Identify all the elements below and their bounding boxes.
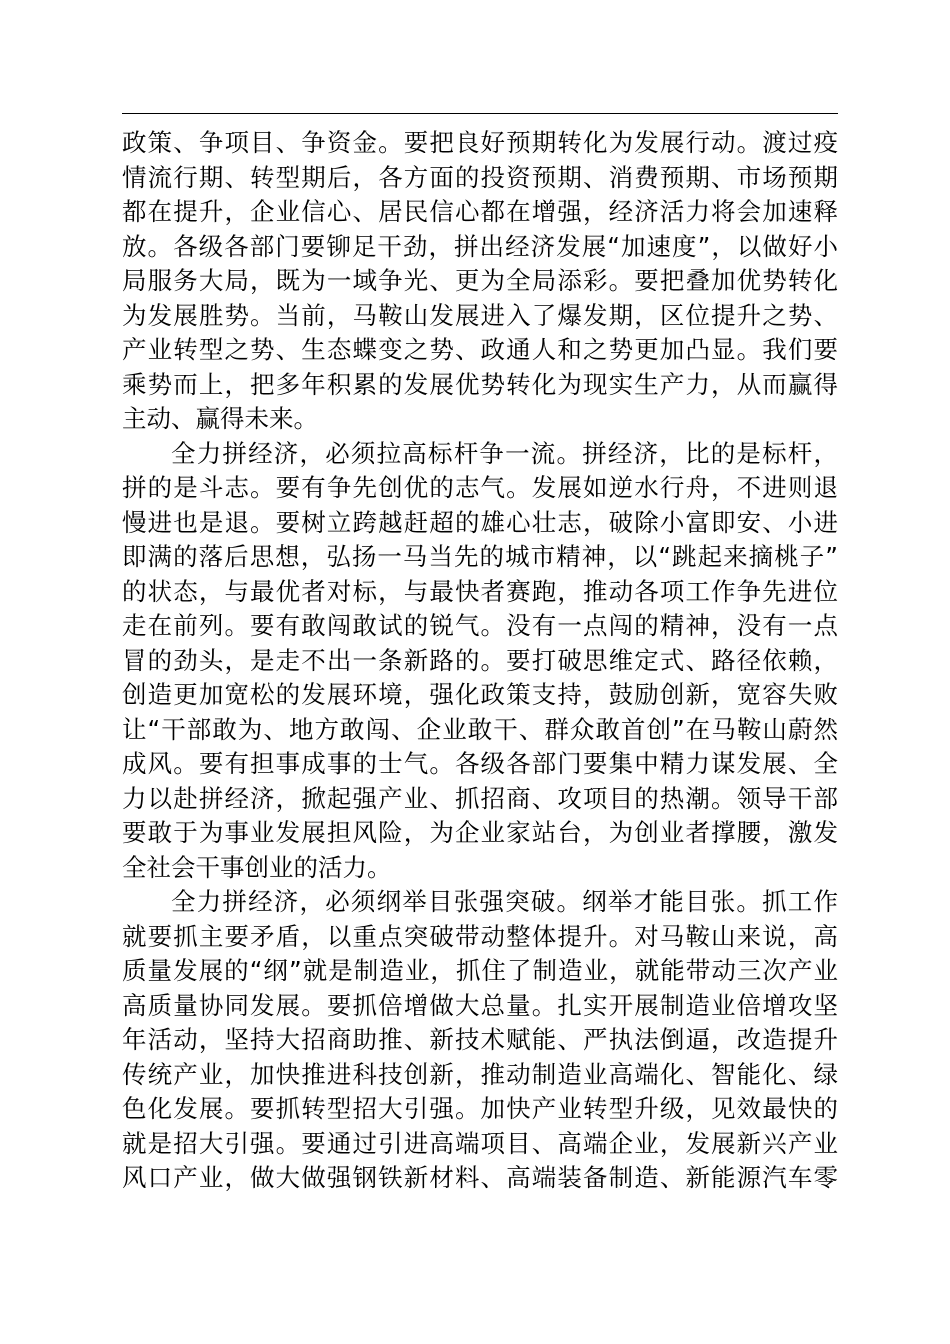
text-line: 全力拼经济，必须拉高标杆争一流。拼经济，比的是标杆，: [171, 438, 838, 468]
text-line: 传统产业，加快推进科技创新，推动制造业高端化、智能化、绿: [122, 1059, 838, 1089]
text-line: 走在前列。要有敢闯敢试的锐气。没有一点闯的精神，没有一点: [122, 611, 838, 640]
text-line: 局服务大局，既为一域争光、更为全局添彩。要把叠加优势转化: [122, 266, 838, 295]
text-line: 全社会干事创业的活力。: [122, 852, 392, 882]
text-line: 就是招大引强。要通过引进高端项目、高端企业，发展新兴产业: [122, 1128, 838, 1158]
text-line: 拼的是斗志。要有争先创优的志气。发展如逆水行舟，不进则退: [122, 473, 838, 502]
text-line: 年活动，坚持大招商助推、新技术赋能、严执法倒逼，改造提升: [122, 1025, 838, 1054]
text-line: 风口产业，做大做强钢铁新材料、高端装备制造、新能源汽车零: [122, 1163, 838, 1192]
text-line: 就要抓主要矛盾，以重点突破带动整体提升。对马鞍山来说，高: [122, 921, 838, 951]
text-line: 冒的劲头，是走不出一条新路的。要打破思维定式、路径依赖，: [122, 645, 838, 675]
text-line: 让“干部敢为、地方敢闯、企业敢干、群众敢首创”在马鞍山蔚然: [122, 714, 838, 744]
text-line: 力以赴拼经济，掀起强产业、抓招商、攻项目的热潮。领导干部: [122, 783, 838, 813]
text-line: 成风。要有担事成事的士气。各级各部门要集中精力谋发展、全: [122, 749, 838, 778]
document-body: [122, 126, 838, 1196]
text-line: 情流行期、转型期后，各方面的投资预期、消费预期、市场预期: [122, 162, 838, 192]
text-line: 色化发展。要抓转型招大引强。加快产业转型升级，见效最快的: [122, 1094, 838, 1123]
text-line: 的状态，与最优者对标，与最快者赛跑，推动各项工作争先进位: [122, 576, 838, 606]
text-line: 放。各级各部门要铆足干劲，拼出经济发展“加速度”，以做好小: [122, 231, 838, 261]
text-line: 乘势而上，把多年积累的发展优势转化为现实生产力，从而赢得: [122, 369, 838, 399]
text-line: 为发展胜势。当前，马鞍山发展进入了爆发期，区位提升之势、: [122, 300, 838, 330]
header-rule: [122, 113, 838, 114]
text-line: 主动、赢得未来。: [122, 404, 318, 433]
text-line: 即满的落后思想，弘扬一马当先的城市精神，以“跳起来摘桃子”: [122, 542, 838, 571]
text-line: 产业转型之势、生态蝶变之势、政通人和之势更加凸显。我们要: [122, 335, 838, 364]
text-line: 质量发展的“纲”就是制造业，抓住了制造业，就能带动三次产业: [122, 956, 838, 985]
text-line: 慢进也是退。要树立跨越赶超的雄心壮志，破除小富即安、小进: [122, 507, 838, 537]
text-line: 创造更加宽松的发展环境，强化政策支持，鼓励创新，宽容失败: [122, 680, 838, 709]
text-line: 高质量协同发展。要抓倍增做大总量。扎实开展制造业倍增攻坚: [122, 990, 838, 1020]
text-line: 要敢于为事业发展担风险，为企业家站台，为创业者撑腰，激发: [122, 818, 838, 847]
text-line: 政策、争项目、争资金。要把良好预期转化为发展行动。渡过疫: [122, 128, 838, 157]
text-line: 全力拼经济，必须纲举目张强突破。纲举才能目张。抓工作: [171, 887, 838, 916]
text-line: 都在提升，企业信心、居民信心都在增强，经济活力将会加速释: [122, 197, 838, 226]
